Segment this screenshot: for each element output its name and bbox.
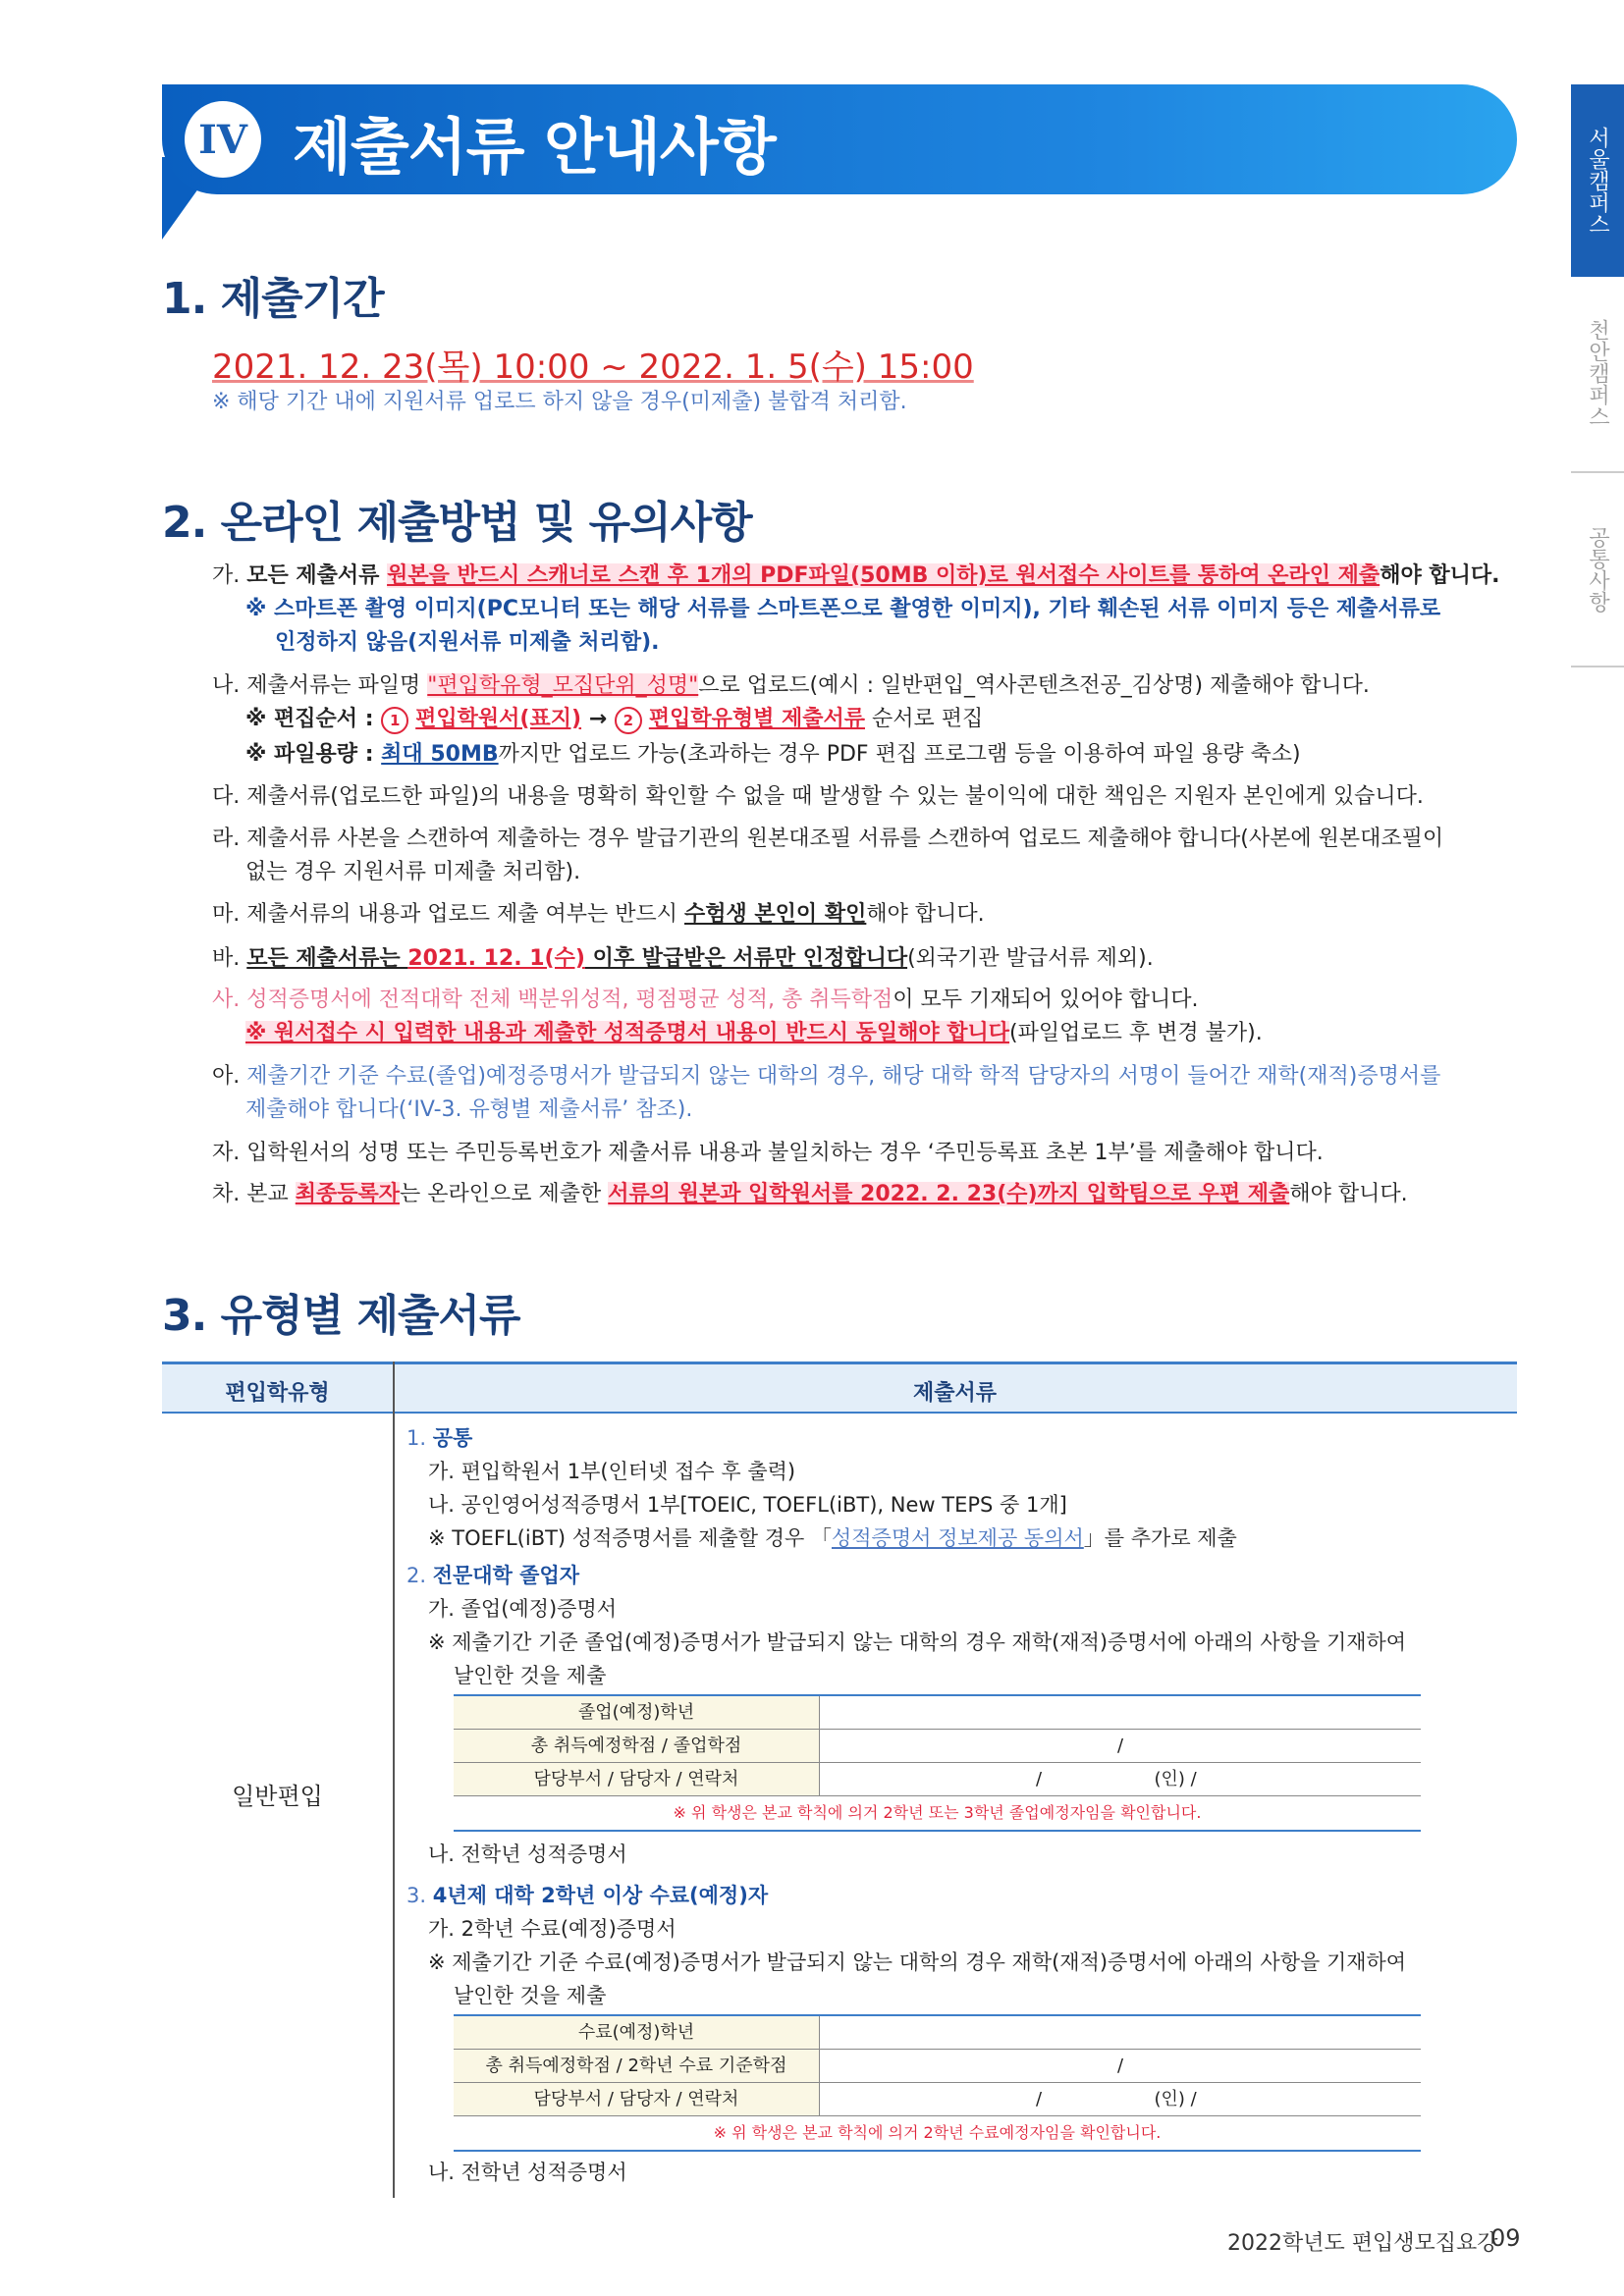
item-ra-line1: 라. 제출서류 사본을 스캔하여 제출하는 경우 발급기관의 원본대조필 서류를 스캔하여 업로드 제출해야 합니다(사본에 원본대조필이 — [212, 827, 1444, 851]
col-type: 편입학유형 — [225, 1381, 330, 1406]
group1-item-a: 가. 편입학원서 1부(인터넷 접수 후 출력) — [428, 1460, 796, 1483]
group1-title: 공통 — [432, 1426, 473, 1450]
side-tab-cheonan[interactable]: 천안캠퍼스 — [1585, 319, 1610, 427]
item-ga-highlight: 원본을 반드시 스캐너로 스캔 후 1개의 PDF파일(50MB 이하)로 원서접수 사이트를 통하여 온라인 제출 — [387, 563, 1380, 588]
item-ba — [212, 942, 1154, 976]
group3-title: 4년제 대학 2학년 이상 수료(예정)자 — [432, 1884, 769, 1907]
file-size-label: ※ 파일용량 : — [245, 742, 382, 767]
table-row — [454, 2083, 1421, 2116]
item-na-suffix: 으로 업로드(예시 : 일반편입_역사콘텐츠전공_김상명) 제출해야 합니다. — [698, 673, 1370, 698]
group1-note — [428, 1522, 1237, 1555]
item-ma-bold: 수험생 본인이 확인 — [684, 902, 867, 927]
item-ra-line2: 없는 경우 지원서류 미제출 처리함). — [245, 860, 581, 884]
edit-order — [245, 703, 983, 736]
group2-note-line2: 날인한 것을 제출 — [454, 1664, 607, 1687]
item-ma-suffix: 해야 합니다. — [866, 902, 985, 927]
submission-period: 2021. 12. 23(목) 10:00 ~ 2022. 1. 5(수) 15:00 — [212, 347, 974, 387]
side-tab-divider — [1571, 471, 1624, 473]
item-a-line2: 제출해야 합니다(‘IV-3. 유형별 제출서류’ 참조). — [245, 1097, 693, 1122]
group3-number: 3. — [406, 1884, 433, 1907]
footer-title: 2022학년도 편입생모집요강 — [1227, 2231, 1498, 2256]
form-label: 총 취득예정학점 / 2학년 수료 기준학점 — [454, 2050, 820, 2082]
item-cha-prefix: 차. 본교 — [212, 1182, 296, 1206]
group1-item-b: 나. 공인영어성적증명서 1부[TOEIC, TOEFL(iBT), New TEPS 중 1개] — [428, 1493, 1067, 1517]
form-confirmation-note: ※ 위 학생은 본교 학칙에 의거 2학년 수료예정자임을 확인합니다. — [454, 2116, 1421, 2152]
form-value — [820, 2016, 1421, 2049]
item-sa-highlight: 성적증명서에 전적대학 전체 백분위성적, 평점평균 성적, 총 취득학점 — [246, 988, 893, 1012]
item-sa-prefix: 사. — [212, 988, 247, 1012]
arrow: → — [581, 707, 615, 731]
form-label: 담당부서 / 담당자 / 연락처 — [454, 2083, 820, 2115]
item-na-prefix: 나. 제출서류는 파일명 — [212, 673, 428, 698]
item-cha — [212, 1178, 1408, 1211]
form-value: / — [1116, 1735, 1124, 1756]
group2-title: 전문대학 졸업자 — [432, 1564, 580, 1587]
item-ga — [212, 560, 1499, 593]
section1-title: 1. 제출기간 — [162, 274, 384, 324]
period-notice: ※ 해당 기간 내에 지원서류 업로드 하지 않을 경우(미제출) 불합격 처리함. — [212, 390, 907, 414]
circle-number-1: 1 — [381, 707, 408, 734]
group2-form-table — [454, 1694, 1421, 1834]
form-value: / (인) / — [1036, 1769, 1197, 1789]
edit-order-step2: 편입학유형별 제출서류 — [648, 707, 865, 731]
side-tab-divider — [1571, 666, 1624, 667]
group2-item-a: 가. 졸업(예정)증명서 — [428, 1597, 618, 1621]
group2-item-b: 나. 전학년 성적증명서 — [428, 1842, 627, 1866]
item-sa-suffix: 이 모두 기재되어 있어야 합니다. — [893, 988, 1199, 1012]
group1-note-prefix: ※ TOEFL(iBT) 성적증명서를 제출할 경우 「 — [428, 1526, 832, 1550]
group2-number: 2. — [406, 1564, 433, 1587]
form-label: 담당부서 / 담당자 / 연락처 — [454, 1763, 820, 1795]
item-sa-note-suffix: (파일업로드 후 변경 불가). — [1009, 1021, 1263, 1045]
side-tab-seoul[interactable]: 서울캠퍼스 — [1571, 84, 1624, 277]
item-sa — [212, 984, 1199, 1017]
item-cha-mid: 는 온라인으로 제출한 — [400, 1182, 609, 1206]
file-size-suffix: 까지만 업로드 가능(초과하는 경우 PDF 편집 프로그램 등을 이용하여 파일 용량 축소) — [498, 742, 1301, 767]
item-cha-suffix: 해야 합니다. — [1289, 1182, 1408, 1206]
group1-heading — [406, 1421, 472, 1455]
circle-number-2: 2 — [615, 707, 642, 734]
col-documents: 제출서류 — [912, 1381, 997, 1406]
form-confirmation-note: ※ 위 학생은 본교 학칙에 의거 2학년 또는 3학년 졸업예정자임을 확인합니다. — [454, 1796, 1421, 1832]
side-tab-common[interactable]: 공통사항 — [1585, 526, 1610, 613]
item-ma — [212, 898, 985, 932]
table-row — [454, 2050, 1421, 2083]
item-ga-suffix: 해야 합니다. — [1380, 563, 1500, 588]
chapter-number: IV — [185, 101, 261, 178]
table-row — [454, 2016, 1421, 2050]
item-ba-prefix: 바. — [212, 946, 247, 971]
table-row — [454, 1763, 1421, 1796]
form-label: 졸업(예정)학년 — [454, 1696, 820, 1729]
group3-form-table — [454, 2014, 1421, 2154]
final-registrant: 최종등록자 — [295, 1182, 401, 1206]
chapter-title: 제출서류 안내사항 — [293, 111, 776, 183]
group3-item-b: 나. 전학년 성적증명서 — [428, 2161, 627, 2184]
item-a-text: 제출기간 기준 수료(졸업)예정증명서가 발급되지 않는 대학의 경우, 해당 대학 학적 담당자의 서명이 들어간 재학(재적)증명서를 — [246, 1064, 1441, 1089]
mail-deadline: 서류의 원본과 입학원서를 2022. 2. 23(수)까지 입학팀으로 우편 제출 — [608, 1182, 1290, 1206]
item-a-prefix: 아. — [212, 1064, 247, 1089]
item-ma-prefix: 마. 제출서류의 내용과 업로드 제출 여부는 반드시 — [212, 902, 684, 927]
section3-title: 3. 유형별 제출서류 — [162, 1291, 520, 1341]
item-ba-bold2: 이후 발급받은 서류만 인정합니다 — [584, 946, 908, 971]
group2-heading — [406, 1559, 579, 1592]
group3-item-a: 가. 2학년 수료(예정)증명서 — [428, 1917, 677, 1941]
item-ga-prefix: 가. — [212, 563, 247, 588]
admission-type: 일반편입 — [232, 1783, 323, 1810]
edit-order-label: ※ 편집순서 : — [245, 707, 382, 731]
filename-format: "편입학유형_모집단위_성명" — [427, 673, 699, 698]
edit-order-step1: 편입학원서(표지) — [415, 707, 582, 731]
form-value — [820, 1696, 1421, 1729]
group3-note-line1: ※ 제출기간 기준 수료(예정)증명서가 발급되지 않는 대학의 경우 재학(재적)증명서에 아래의 사항을 기재하여 — [428, 1950, 1407, 1974]
table-divider — [393, 1362, 395, 2198]
file-size — [245, 738, 1301, 772]
consent-form-link[interactable]: 성적증명서 정보제공 동의서 — [831, 1526, 1084, 1550]
section2-title: 2. 온라인 제출방법 및 유의사항 — [162, 498, 752, 548]
group1-note-suffix: 」를 추가로 제출 — [1083, 1526, 1237, 1550]
table-row — [454, 1730, 1421, 1763]
item-ga-note2: 인정하지 않음(지원서류 미제출 처리함). — [275, 630, 660, 655]
file-size-max: 최대 50MB — [381, 742, 499, 767]
issue-date: 2021. 12. 1(수) — [407, 946, 585, 971]
form-value: / — [1116, 2056, 1124, 2076]
item-ba-suffix: (외국기관 발급서류 제외). — [907, 946, 1154, 971]
item-a-line1 — [212, 1060, 1440, 1094]
edit-order-suffix: 순서로 편집 — [865, 707, 984, 731]
item-ga-bold: 모든 제출서류 — [246, 563, 388, 588]
item-sa-note — [245, 1017, 1263, 1050]
form-value: / (인) / — [1036, 2089, 1197, 2109]
group3-heading — [406, 1879, 768, 1912]
form-label: 수료(예정)학년 — [454, 2016, 820, 2049]
table-row — [454, 1696, 1421, 1730]
form-label: 총 취득예정학점 / 졸업학점 — [454, 1730, 820, 1762]
item-ba-bold: 모든 제출서류는 — [246, 946, 408, 971]
group2-note-line1: ※ 제출기간 기준 졸업(예정)증명서가 발급되지 않는 대학의 경우 재학(재적)증명서에 아래의 사항을 기재하여 — [428, 1630, 1407, 1654]
item-sa-note-highlight: ※ 원서접수 시 입력한 내용과 제출한 성적증명서 내용이 반드시 동일해야 합니다 — [245, 1021, 1010, 1045]
group1-number: 1. — [406, 1426, 433, 1450]
item-ja: 자. 입학원서의 성명 또는 주민등록번호가 제출서류 내용과 불일치하는 경우 ‘주민등록표 초본 1부’를 제출해야 합니다. — [212, 1141, 1324, 1165]
table-header — [162, 1362, 1517, 1414]
page-number: 09 — [1490, 2224, 1521, 2252]
item-da: 다. 제출서류(업로드한 파일)의 내용을 명확히 확인할 수 없을 때 발생할 수 있는 불이익에 대한 책임은 지원자 본인에게 있습니다. — [212, 784, 1424, 809]
item-ga-note1: ※ 스마트폰 촬영 이미지(PC모니터 또는 해당 서류를 스마트폰으로 촬영한 이미지), 기타 훼손된 서류 이미지 등은 제출서류로 — [245, 597, 1441, 621]
group3-note-line2: 날인한 것을 제출 — [454, 1984, 607, 2007]
item-na — [212, 669, 1370, 703]
